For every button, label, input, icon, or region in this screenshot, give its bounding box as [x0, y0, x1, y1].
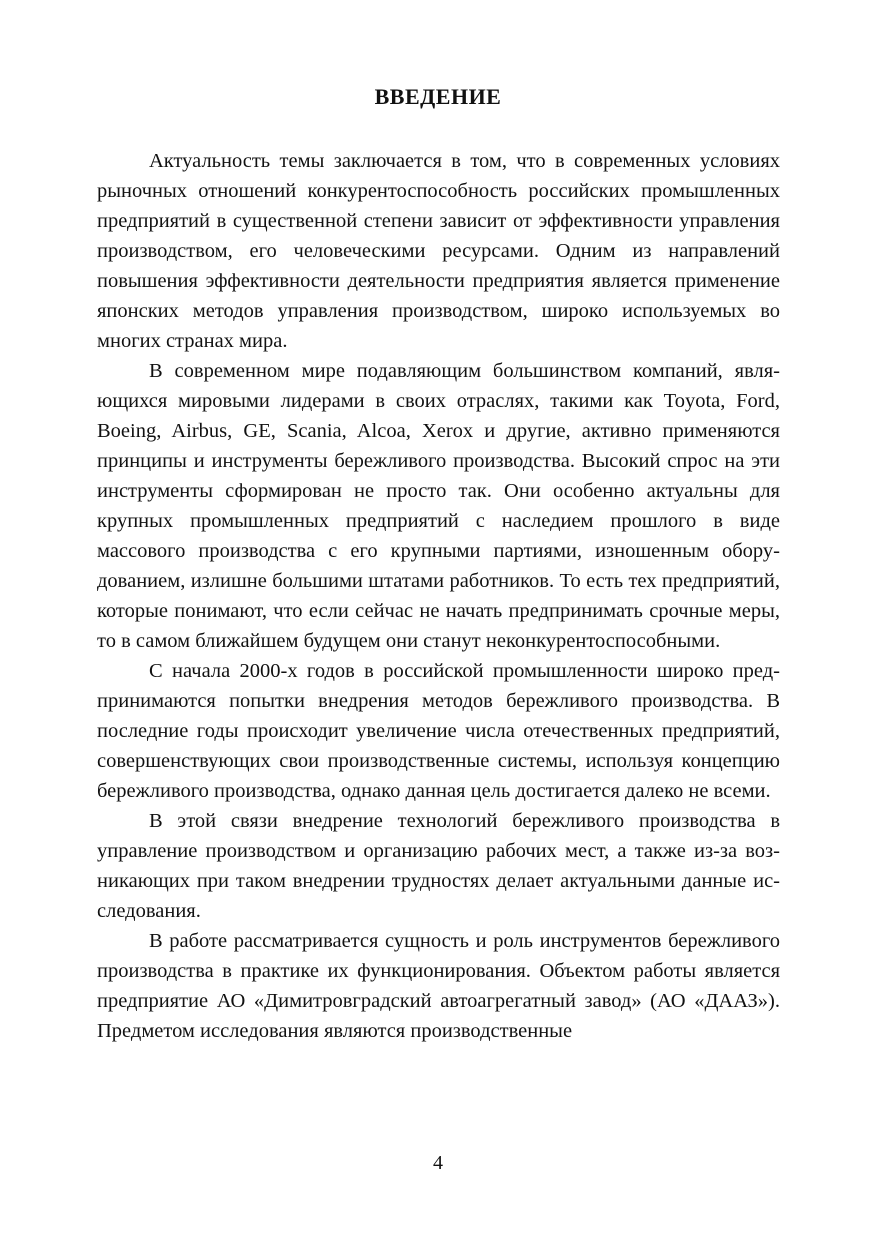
page-title: ВВЕДЕНИЕ: [374, 84, 502, 109]
paragraph-1: Актуальность темы заключается в том, что в современных условиях рыночных отношений конкурентоспособность российских промышленных предприятий в существенной степени зависит от эффективности управления производством, его человеческими ресурсами. Одним из направлений повышения эффективности деятельности предприятия является применение японских методов управления производством, широко используемых во многих странах мира.: [97, 150, 780, 352]
paragraph-2: В современном мире подавляющим большинством компаний, являющихся мировыми лидерами в своих отраслях, такими как Toyota, Ford, Boeing, Airbus, GE, Scania, Alcoa, Xerox и другие, активно применяются принципы и инструменты бережливого производства. Высокий спрос на эти инструменты сформирован не просто так. Они особенно актуальны для крупных промышленных предприятий с наследием прошлого в виде массового производства с его крупными партиями, изношенным оборудованием, излишне большими штатами работников. То есть тех предприятий, которые понимают, что если сейчас не начать предпринимать срочные меры, то в самом ближайшем будущем они станут неконкурентоспособными.: [97, 360, 780, 652]
paragraph-4: В этой связи внедрение технологий бережливого производства в управление производством и организацию рабочих мест, а также из-за возникающих при таком внедрении трудностях делает актуальными данные исследования.: [97, 810, 780, 922]
page-number: 4: [433, 1152, 443, 1174]
body-text: [97, 146, 780, 1046]
paragraph-5: В работе рассматривается сущность и роль инструментов бережливого производства в практике их функционирования. Объектом работы является предприятие АО «Димитровградский автоагрегатный завод» (АО «ДААЗ»). Предметом исследования являются производственные: [97, 930, 780, 1042]
paragraph-3: С начала 2000-х годов в российской промышленности широко предпринимаются попытки внедрения методов бережливого производства. В последние годы происходит увеличение числа отечественных предприятий, совершенствующих свои производственные системы, используя концепцию бережливого производства, однако данная цель достигается далеко не всеми.: [97, 660, 780, 802]
